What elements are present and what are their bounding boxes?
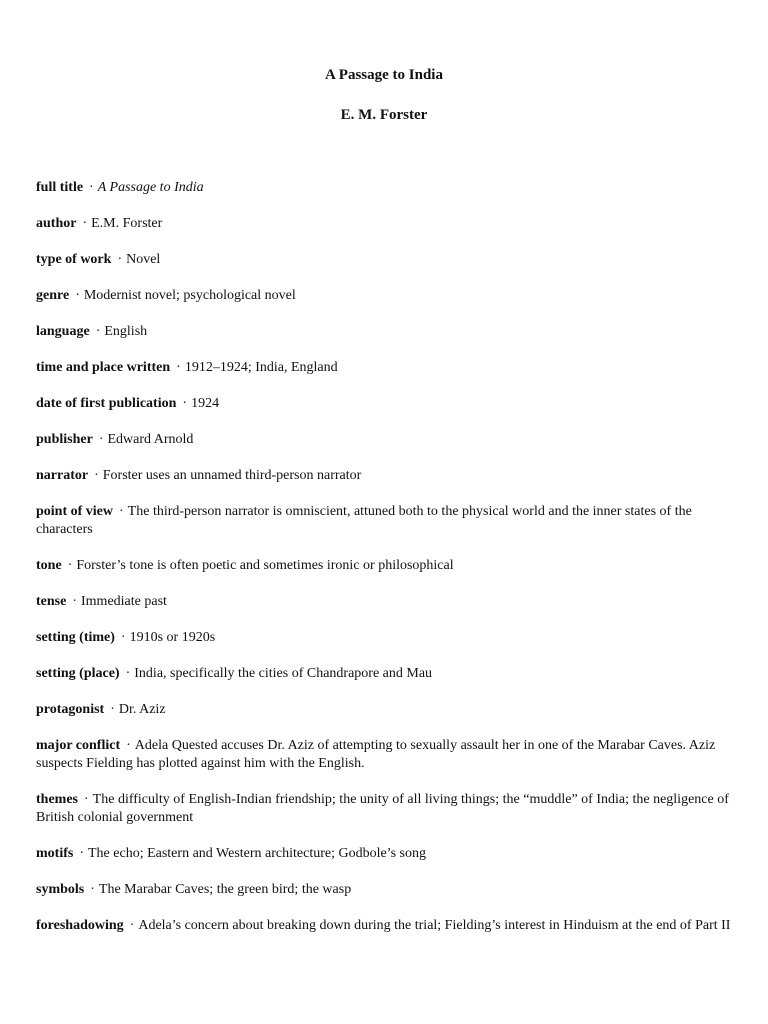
fact-label: themes (36, 792, 78, 807)
fact-narrator (36, 467, 748, 485)
fact-label: protagonist (36, 702, 105, 717)
fact-separator: · (182, 396, 188, 411)
fact-label: tense (36, 594, 67, 609)
fact-full-title (36, 179, 748, 197)
fact-value: English (104, 324, 148, 339)
fact-label: tone (36, 558, 62, 573)
fact-label: foreshadowing (36, 918, 124, 933)
fact-label: motifs (36, 846, 74, 861)
document-author: E. M. Forster (340, 107, 428, 123)
fact-setting-time (36, 629, 748, 647)
fact-value: Immediate past (81, 594, 167, 609)
fact-value: Forster uses an unnamed third-person narrator (102, 468, 362, 483)
fact-label: type of work (36, 252, 112, 267)
fact-value: E.M. Forster (91, 216, 163, 231)
fact-value: 1910s or 1920s (129, 630, 216, 645)
fact-tone (36, 557, 748, 575)
fact-value: 1924 (191, 396, 220, 411)
fact-language (36, 323, 748, 341)
fact-value: Novel (126, 252, 161, 267)
fact-point-of-view (36, 503, 748, 539)
fact-separator: · (119, 504, 124, 519)
fact-publisher (36, 431, 748, 449)
fact-separator: · (176, 360, 181, 375)
fact-separator: · (90, 882, 95, 897)
fact-value: The Marabar Caves; the green bird; the wasp (98, 882, 352, 897)
fact-separator: · (82, 216, 88, 231)
fact-genre (36, 287, 748, 305)
fact-separator: · (94, 468, 99, 483)
fact-separator: · (98, 432, 104, 447)
fact-tense (36, 593, 748, 611)
fact-value: The third-person narrator is omniscient, attuned both to the physical world and the inner states of the characters (36, 504, 692, 537)
fact-value: 1912–1924; India, England (184, 360, 338, 375)
fact-separator: · (95, 324, 101, 339)
fact-separator: · (84, 792, 89, 807)
fact-label: date of first publication (36, 396, 177, 411)
fact-setting-place (36, 665, 748, 683)
fact-separator: · (79, 846, 84, 861)
fact-protagonist (36, 701, 748, 719)
fact-value: Adela Quested accuses Dr. Aziz of attempting to sexually assault her in one of the Marabar Caves. Aziz suspects Fielding has plotted against him with the English. (36, 738, 716, 771)
fact-value: A Passage to India (97, 180, 204, 195)
fact-label: point of view (36, 504, 113, 519)
fact-separator: · (110, 702, 115, 717)
fact-value: Adela’s concern about breaking down during the trial; Fielding’s interest in Hinduism at the end of Part II (138, 918, 731, 933)
fact-separator: · (67, 558, 73, 573)
fact-value: The echo; Eastern and Western architecture; Godbole’s song (88, 846, 426, 861)
fact-separator: · (75, 288, 80, 303)
fact-value: India, specifically the cities of Chandrapore and Mau (134, 666, 433, 681)
fact-date-of-first-publication (36, 395, 748, 413)
fact-label: language (36, 324, 90, 339)
fact-separator: · (126, 738, 131, 753)
fact-label: narrator (36, 468, 89, 483)
fact-value: Dr. Aziz (118, 702, 166, 717)
fact-motifs (36, 845, 748, 863)
fact-label: setting (time) (36, 630, 115, 645)
fact-value: Forster’s tone is often poetic and sometimes ironic or philosophical (76, 558, 454, 573)
fact-value: Edward Arnold (107, 432, 194, 447)
fact-separator: · (125, 666, 131, 681)
fact-label: author (36, 216, 77, 231)
fact-separator: · (89, 180, 94, 195)
fact-label: full title (36, 180, 84, 195)
fact-time-and-place-written (36, 359, 748, 377)
fact-foreshadowing (36, 917, 748, 935)
fact-list (36, 179, 748, 953)
fact-themes (36, 791, 748, 827)
fact-separator: · (117, 252, 123, 267)
fact-value: Modernist novel; psychological novel (83, 288, 296, 303)
fact-separator: · (129, 918, 135, 933)
fact-separator: · (72, 594, 77, 609)
fact-value: The difficulty of English-Indian friendship; the unity of all living things; the “muddle” of India; the negligence of British colonial government (36, 792, 729, 825)
fact-author (36, 215, 748, 233)
document-title: A Passage to India (325, 67, 443, 83)
fact-label: genre (36, 288, 70, 303)
fact-label: major conflict (36, 738, 121, 753)
fact-major-conflict (36, 737, 748, 773)
fact-type-of-work (36, 251, 748, 269)
fact-label: publisher (36, 432, 93, 447)
fact-label: time and place written (36, 360, 171, 375)
fact-label: setting (place) (36, 666, 120, 681)
fact-separator: · (120, 630, 126, 645)
fact-symbols (36, 881, 748, 899)
fact-label: symbols (36, 882, 85, 897)
